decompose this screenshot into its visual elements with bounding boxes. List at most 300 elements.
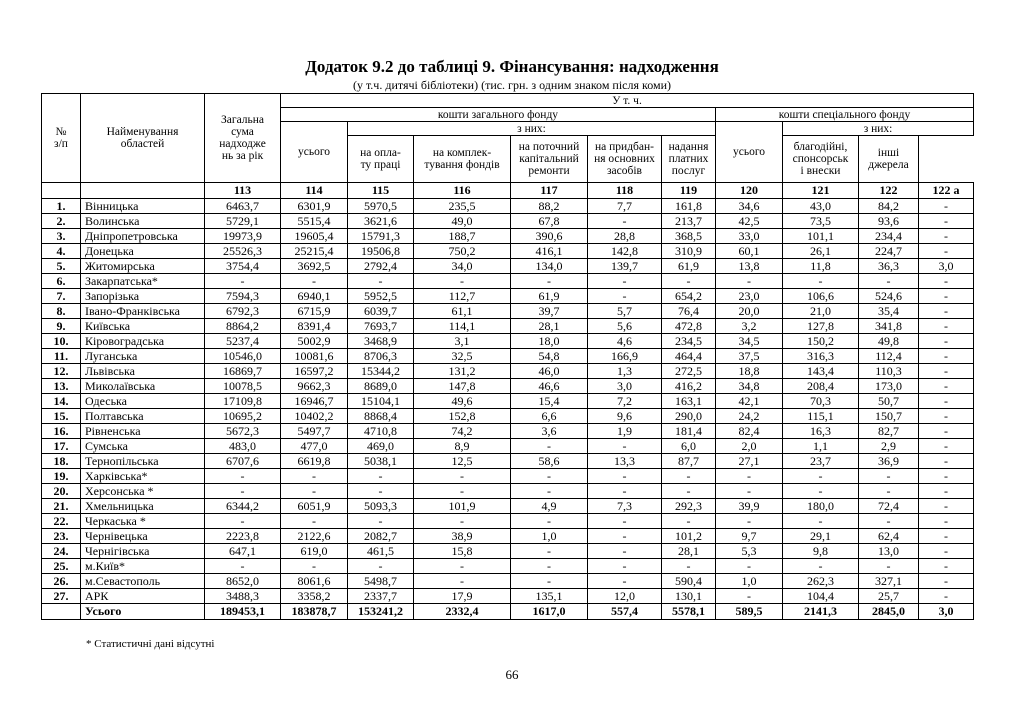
- value-cell: 15104,1: [348, 394, 414, 409]
- value-cell: -: [919, 229, 974, 244]
- header-paid-services: надання платних послуг: [662, 136, 716, 183]
- value-cell: 10546,0: [205, 349, 281, 364]
- value-cell: 16,3: [783, 424, 859, 439]
- value-cell: 32,5: [414, 349, 511, 364]
- value-cell: -: [919, 484, 974, 499]
- value-cell: 5,6: [588, 319, 662, 334]
- value-cell: 143,4: [783, 364, 859, 379]
- value-cell: 15344,2: [348, 364, 414, 379]
- row-number: 10.: [42, 334, 81, 349]
- value-cell: -: [919, 319, 974, 334]
- table-row: [42, 499, 974, 514]
- value-cell: 7693,7: [348, 319, 414, 334]
- value-cell: -: [588, 439, 662, 454]
- page-title: Додаток 9.2 до таблиці 9. Фінансування: надходження: [305, 57, 719, 76]
- row-number: 3.: [42, 229, 81, 244]
- page-number: 66: [505, 667, 519, 682]
- value-cell: -: [281, 484, 348, 499]
- table-row: [42, 484, 974, 499]
- value-cell: 181,4: [662, 424, 716, 439]
- value-cell: 70,3: [783, 394, 859, 409]
- value-cell: 213,7: [662, 214, 716, 229]
- region-name: Закарпатська*: [81, 274, 205, 289]
- value-cell: 9,6: [588, 409, 662, 424]
- value-cell: -: [859, 469, 919, 484]
- column-number: 119: [662, 183, 716, 199]
- value-cell: 8864,2: [205, 319, 281, 334]
- value-cell: 3468,9: [348, 334, 414, 349]
- value-cell: 327,1: [859, 574, 919, 589]
- value-cell: 7,7: [588, 199, 662, 214]
- value-cell: 43,0: [783, 199, 859, 214]
- value-cell: 2792,4: [348, 259, 414, 274]
- header-other-sources: інші джерела: [859, 136, 919, 183]
- value-cell: 106,6: [783, 289, 859, 304]
- value-cell: 8391,4: [281, 319, 348, 334]
- value-cell: -: [716, 514, 783, 529]
- value-cell: 61,9: [662, 259, 716, 274]
- column-number: 121: [783, 183, 859, 199]
- region-name: Полтавська: [81, 409, 205, 424]
- value-cell: 469,0: [348, 439, 414, 454]
- total-value: 2141,3: [783, 604, 859, 620]
- value-cell: -: [281, 274, 348, 289]
- value-cell: 8868,4: [348, 409, 414, 424]
- value-cell: -: [919, 244, 974, 259]
- value-cell: 15,8: [414, 544, 511, 559]
- region-name: Харківська*: [81, 469, 205, 484]
- value-cell: -: [919, 514, 974, 529]
- value-cell: -: [919, 454, 974, 469]
- total-blank: [42, 604, 81, 620]
- value-cell: -: [716, 274, 783, 289]
- value-cell: 235,5: [414, 199, 511, 214]
- value-cell: 3,2: [716, 319, 783, 334]
- value-cell: 5,7: [588, 304, 662, 319]
- table-header: [42, 94, 974, 199]
- row-number: 9.: [42, 319, 81, 334]
- value-cell: 1,9: [588, 424, 662, 439]
- value-cell: -: [414, 574, 511, 589]
- value-cell: -: [783, 274, 859, 289]
- value-cell: 3,0: [588, 379, 662, 394]
- value-cell: 18,0: [511, 334, 588, 349]
- value-cell: 3358,2: [281, 589, 348, 604]
- value-cell: -: [281, 559, 348, 574]
- value-cell: 61,9: [511, 289, 588, 304]
- value-cell: 50,7: [859, 394, 919, 409]
- value-cell: -: [662, 514, 716, 529]
- value-cell: -: [588, 214, 662, 229]
- value-cell: 134,0: [511, 259, 588, 274]
- value-cell: -: [919, 559, 974, 574]
- value-cell: 10081,6: [281, 349, 348, 364]
- region-name: Волинська: [81, 214, 205, 229]
- value-cell: 152,8: [414, 409, 511, 424]
- row-number: 17.: [42, 439, 81, 454]
- value-cell: -: [588, 289, 662, 304]
- value-cell: 166,9: [588, 349, 662, 364]
- row-number: 7.: [42, 289, 81, 304]
- value-cell: -: [919, 304, 974, 319]
- value-cell: -: [716, 469, 783, 484]
- value-cell: -: [662, 484, 716, 499]
- value-cell: 49,8: [859, 334, 919, 349]
- value-cell: 82,4: [716, 424, 783, 439]
- value-cell: 390,6: [511, 229, 588, 244]
- value-cell: -: [588, 529, 662, 544]
- value-cell: 6940,1: [281, 289, 348, 304]
- value-cell: 15791,3: [348, 229, 414, 244]
- region-name: Кіровоградська: [81, 334, 205, 349]
- value-cell: 6301,9: [281, 199, 348, 214]
- value-cell: 188,7: [414, 229, 511, 244]
- table-row: [42, 439, 974, 454]
- value-cell: 13,3: [588, 454, 662, 469]
- value-cell: 6463,7: [205, 199, 281, 214]
- value-cell: -: [662, 559, 716, 574]
- value-cell: 10695,2: [205, 409, 281, 424]
- value-cell: 524,6: [859, 289, 919, 304]
- value-cell: 150,2: [783, 334, 859, 349]
- row-number: 1.: [42, 199, 81, 214]
- value-cell: 25215,4: [281, 244, 348, 259]
- table-row: [42, 364, 974, 379]
- value-cell: 20,0: [716, 304, 783, 319]
- table-row: [42, 274, 974, 289]
- value-cell: -: [859, 274, 919, 289]
- row-number: 8.: [42, 304, 81, 319]
- value-cell: 135,1: [511, 589, 588, 604]
- total-value: 589,5: [716, 604, 783, 620]
- value-cell: 18,8: [716, 364, 783, 379]
- row-number: 6.: [42, 274, 81, 289]
- region-name: Івано-Франківська: [81, 304, 205, 319]
- value-cell: 461,5: [348, 544, 414, 559]
- value-cell: 37,5: [716, 349, 783, 364]
- value-cell: -: [414, 514, 511, 529]
- value-cell: 316,3: [783, 349, 859, 364]
- value-cell: 3621,6: [348, 214, 414, 229]
- header-general-fund: кошти загального фонду: [281, 108, 716, 122]
- value-cell: 88,2: [511, 199, 588, 214]
- value-cell: 368,5: [662, 229, 716, 244]
- page-subtitle: (у т.ч. дитячі бібліотеки) (тис. грн. з одним знаком після коми): [352, 78, 672, 92]
- row-number: 12.: [42, 364, 81, 379]
- column-number: 115: [348, 183, 414, 199]
- table-row: [42, 319, 974, 334]
- value-cell: -: [783, 484, 859, 499]
- value-cell: 115,1: [783, 409, 859, 424]
- value-cell: 60,1: [716, 244, 783, 259]
- value-cell: -: [919, 529, 974, 544]
- value-cell: 7594,3: [205, 289, 281, 304]
- value-cell: 483,0: [205, 439, 281, 454]
- value-cell: 208,4: [783, 379, 859, 394]
- value-cell: 35,4: [859, 304, 919, 319]
- value-cell: -: [205, 514, 281, 529]
- header-special-fund: кошти спеціального фонду: [716, 108, 974, 122]
- table-row: [42, 199, 974, 214]
- value-cell: 9,7: [716, 529, 783, 544]
- value-cell: -: [919, 409, 974, 424]
- header-special-all: усього: [716, 122, 783, 183]
- table-row: [42, 244, 974, 259]
- value-cell: 147,8: [414, 379, 511, 394]
- value-cell: 13,0: [859, 544, 919, 559]
- table-row: [42, 394, 974, 409]
- value-cell: 1,3: [588, 364, 662, 379]
- value-cell: 6344,2: [205, 499, 281, 514]
- value-cell: 590,4: [662, 574, 716, 589]
- region-name: Вінницька: [81, 199, 205, 214]
- total-value: 153241,2: [348, 604, 414, 620]
- table-row: [42, 544, 974, 559]
- header-including: У т. ч.: [281, 94, 974, 108]
- region-name: Чернігівська: [81, 544, 205, 559]
- value-cell: 62,4: [859, 529, 919, 544]
- column-number: 116: [414, 183, 511, 199]
- value-cell: 46,0: [511, 364, 588, 379]
- region-name: Миколаївська: [81, 379, 205, 394]
- header-general-all: усього: [281, 122, 348, 183]
- header-charity: благодійні, спонсорськ і внески: [783, 136, 859, 183]
- value-cell: 19973,9: [205, 229, 281, 244]
- value-cell: 5002,9: [281, 334, 348, 349]
- table-row: [42, 214, 974, 229]
- table-row: [42, 409, 974, 424]
- value-cell: 7,3: [588, 499, 662, 514]
- value-cell: -: [919, 379, 974, 394]
- value-cell: 647,1: [205, 544, 281, 559]
- region-name: Житомирська: [81, 259, 205, 274]
- value-cell: 110,3: [859, 364, 919, 379]
- value-cell: 1,0: [716, 574, 783, 589]
- table-row: [42, 574, 974, 589]
- value-cell: -: [919, 364, 974, 379]
- value-cell: 6715,9: [281, 304, 348, 319]
- table-row: [42, 259, 974, 274]
- table-row: [42, 514, 974, 529]
- value-cell: 54,8: [511, 349, 588, 364]
- table-row: [42, 349, 974, 364]
- value-cell: 73,5: [783, 214, 859, 229]
- value-cell: -: [511, 559, 588, 574]
- row-number: 27.: [42, 589, 81, 604]
- value-cell: 1,0: [511, 529, 588, 544]
- header-salary: на опла- ту праці: [348, 136, 414, 183]
- value-cell: 28,1: [662, 544, 716, 559]
- value-cell: -: [511, 469, 588, 484]
- column-number: 114: [281, 183, 348, 199]
- value-cell: 87,7: [662, 454, 716, 469]
- value-cell: 234,4: [859, 229, 919, 244]
- header-fixed-assets: на придбан- ня основних засобів: [588, 136, 662, 183]
- header-acquisition: на комплек- тування фондів: [414, 136, 511, 183]
- column-number-blank: [42, 183, 81, 199]
- table-row: [42, 289, 974, 304]
- table-row: [42, 559, 974, 574]
- value-cell: 5237,4: [205, 334, 281, 349]
- value-cell: 67,8: [511, 214, 588, 229]
- value-cell: 72,4: [859, 499, 919, 514]
- value-cell: -: [859, 514, 919, 529]
- value-cell: 36,9: [859, 454, 919, 469]
- row-number: 22.: [42, 514, 81, 529]
- value-cell: 5498,7: [348, 574, 414, 589]
- region-name: Донецька: [81, 244, 205, 259]
- value-cell: 3,6: [511, 424, 588, 439]
- column-number: 120: [716, 183, 783, 199]
- table-row: [42, 379, 974, 394]
- region-name: м.Київ*: [81, 559, 205, 574]
- value-cell: -: [205, 559, 281, 574]
- region-name: Одеська: [81, 394, 205, 409]
- value-cell: 9,8: [783, 544, 859, 559]
- table-row: [42, 424, 974, 439]
- total-label: Усього: [81, 604, 205, 620]
- value-cell: 2122,6: [281, 529, 348, 544]
- region-name: Чернівецька: [81, 529, 205, 544]
- row-number: 15.: [42, 409, 81, 424]
- header-special-of-them: з них:: [783, 122, 974, 136]
- value-cell: 42,1: [716, 394, 783, 409]
- value-cell: 16869,7: [205, 364, 281, 379]
- value-cell: 7,2: [588, 394, 662, 409]
- row-number: 26.: [42, 574, 81, 589]
- value-cell: -: [588, 544, 662, 559]
- total-row: [42, 604, 974, 620]
- value-cell: -: [919, 274, 974, 289]
- value-cell: 6039,7: [348, 304, 414, 319]
- value-cell: 12,0: [588, 589, 662, 604]
- value-cell: 23,7: [783, 454, 859, 469]
- value-cell: 161,8: [662, 199, 716, 214]
- value-cell: 28,8: [588, 229, 662, 244]
- row-number: 19.: [42, 469, 81, 484]
- value-cell: 34,6: [716, 199, 783, 214]
- header-total-year: Загальна сума надходже нь за рік: [205, 94, 281, 183]
- column-number: 113: [205, 183, 281, 199]
- value-cell: 4,9: [511, 499, 588, 514]
- value-cell: -: [919, 424, 974, 439]
- value-cell: 16946,7: [281, 394, 348, 409]
- value-cell: 49,0: [414, 214, 511, 229]
- value-cell: 180,0: [783, 499, 859, 514]
- value-cell: -: [348, 469, 414, 484]
- total-value: 3,0: [919, 604, 974, 620]
- value-cell: -: [205, 469, 281, 484]
- region-name: Київська: [81, 319, 205, 334]
- value-cell: 10078,5: [205, 379, 281, 394]
- region-name: Черкаська *: [81, 514, 205, 529]
- value-cell: -: [511, 274, 588, 289]
- value-cell: 6051,9: [281, 499, 348, 514]
- value-cell: 6,6: [511, 409, 588, 424]
- value-cell: -: [588, 574, 662, 589]
- value-cell: -: [783, 514, 859, 529]
- total-value: 1617,0: [511, 604, 588, 620]
- value-cell: 224,7: [859, 244, 919, 259]
- value-cell: -: [414, 559, 511, 574]
- value-cell: -: [414, 484, 511, 499]
- row-number: 13.: [42, 379, 81, 394]
- value-cell: 5970,5: [348, 199, 414, 214]
- table-row: [42, 304, 974, 319]
- value-cell: 46,6: [511, 379, 588, 394]
- value-cell: -: [919, 394, 974, 409]
- value-cell: 101,2: [662, 529, 716, 544]
- value-cell: -: [919, 199, 974, 214]
- value-cell: -: [511, 514, 588, 529]
- value-cell: 4,6: [588, 334, 662, 349]
- value-cell: -: [205, 274, 281, 289]
- value-cell: -: [919, 589, 974, 604]
- value-cell: -: [919, 574, 974, 589]
- row-number: 25.: [42, 559, 81, 574]
- value-cell: 310,9: [662, 244, 716, 259]
- value-cell: -: [511, 484, 588, 499]
- region-name: АРК: [81, 589, 205, 604]
- region-name: Рівненська: [81, 424, 205, 439]
- value-cell: -: [511, 439, 588, 454]
- value-cell: 290,0: [662, 409, 716, 424]
- value-cell: 34,0: [414, 259, 511, 274]
- value-cell: 6,0: [662, 439, 716, 454]
- value-cell: 8652,0: [205, 574, 281, 589]
- table-row: [42, 334, 974, 349]
- value-cell: 19506,8: [348, 244, 414, 259]
- value-cell: -: [783, 469, 859, 484]
- value-cell: 3692,5: [281, 259, 348, 274]
- value-cell: 3,0: [919, 259, 974, 274]
- region-name: Львівська: [81, 364, 205, 379]
- value-cell: 142,8: [588, 244, 662, 259]
- value-cell: -: [414, 469, 511, 484]
- value-cell: 5672,3: [205, 424, 281, 439]
- value-cell: 5952,5: [348, 289, 414, 304]
- value-cell: -: [716, 484, 783, 499]
- value-cell: 464,4: [662, 349, 716, 364]
- row-number: 21.: [42, 499, 81, 514]
- header-repairs: на поточний капітальний ремонти: [511, 136, 588, 183]
- value-cell: -: [348, 484, 414, 499]
- value-cell: 39,9: [716, 499, 783, 514]
- table-row: [42, 589, 974, 604]
- footnote: * Статистичні дані відсутні: [86, 638, 215, 650]
- financing-table: [41, 93, 974, 620]
- value-cell: -: [859, 559, 919, 574]
- value-cell: 2337,7: [348, 589, 414, 604]
- value-cell: 2082,7: [348, 529, 414, 544]
- region-name: Тернопільська: [81, 454, 205, 469]
- value-cell: 114,1: [414, 319, 511, 334]
- value-cell: 49,6: [414, 394, 511, 409]
- value-cell: 82,7: [859, 424, 919, 439]
- value-cell: 12,5: [414, 454, 511, 469]
- value-cell: 6619,8: [281, 454, 348, 469]
- value-cell: 21,0: [783, 304, 859, 319]
- value-cell: 58,6: [511, 454, 588, 469]
- value-cell: -: [716, 559, 783, 574]
- row-number: 4.: [42, 244, 81, 259]
- value-cell: 36,3: [859, 259, 919, 274]
- value-cell: 3754,4: [205, 259, 281, 274]
- value-cell: 262,3: [783, 574, 859, 589]
- value-cell: 292,3: [662, 499, 716, 514]
- value-cell: 101,1: [783, 229, 859, 244]
- row-number: 11.: [42, 349, 81, 364]
